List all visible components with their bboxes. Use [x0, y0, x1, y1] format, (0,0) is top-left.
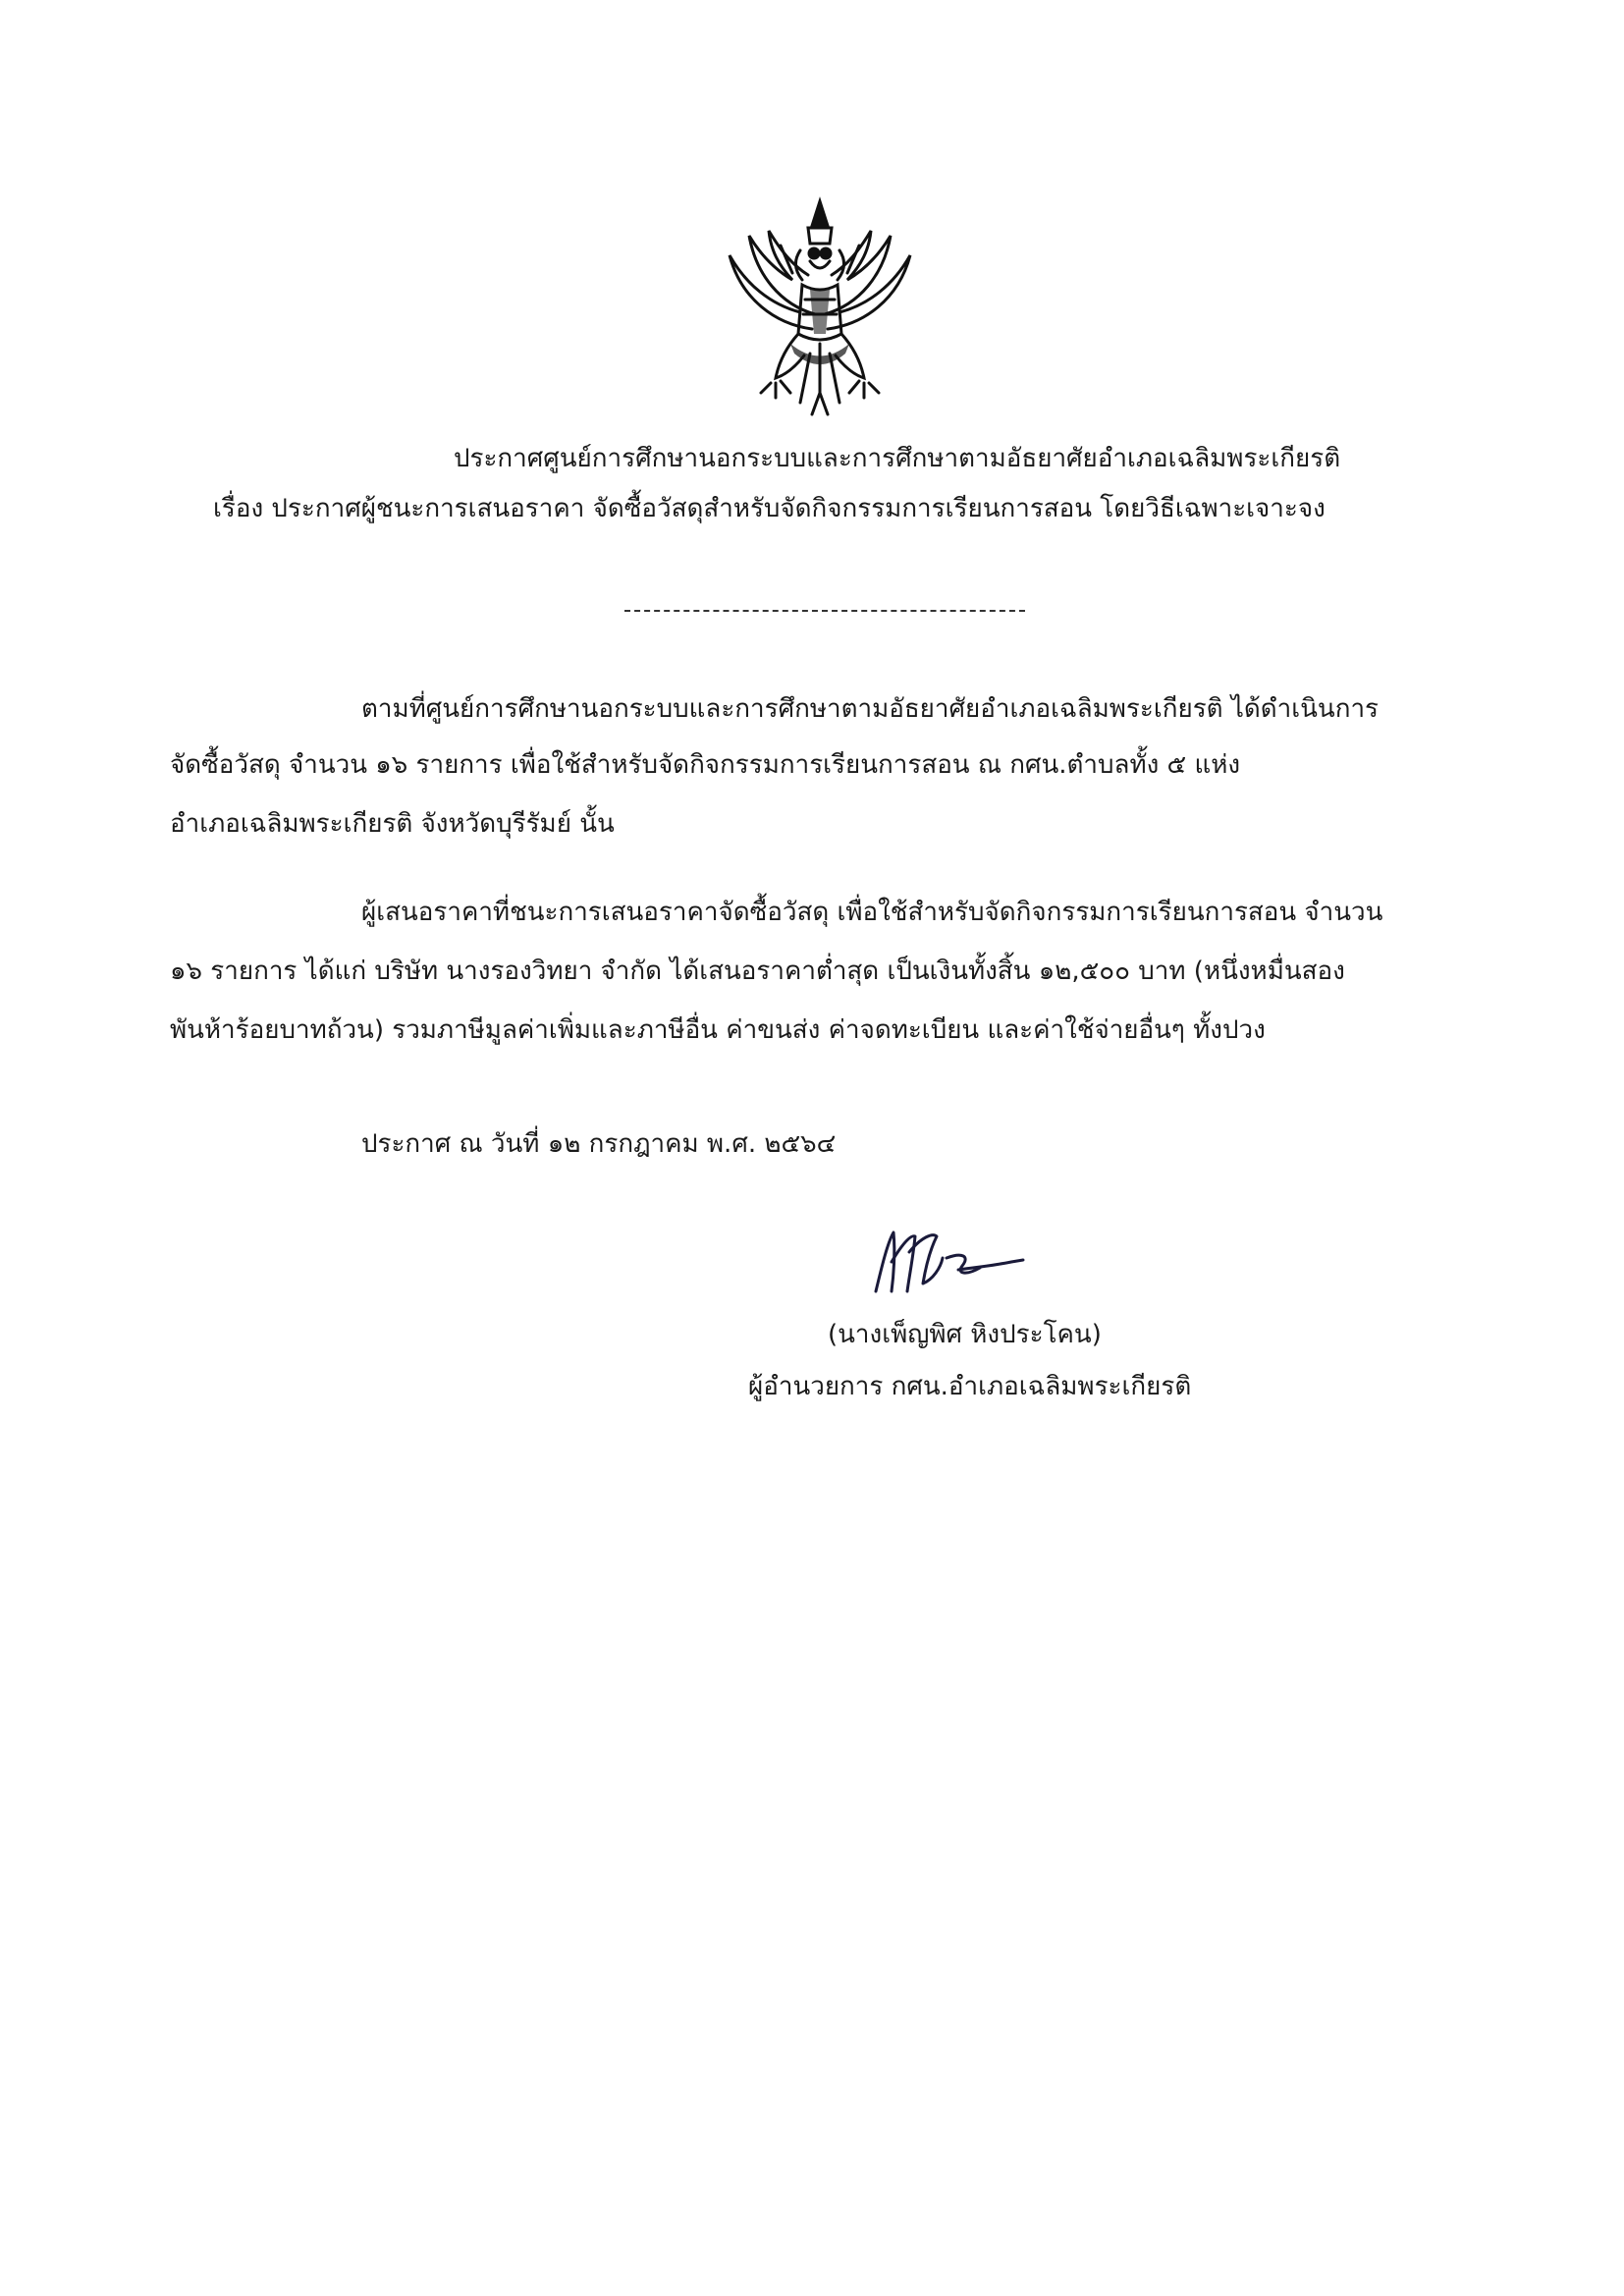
- signer-position: ผู้อำนวยการ กศน.อำเภอเฉลิมพระเกียรติ: [748, 1372, 1192, 1401]
- paragraph-1-line-1: ตามที่ศูนย์การศึกษานอกระบบและการศึกษาตามอัธยาศัยอำเภอเฉลิมพระเกียรติ ได้ดำเนินการ: [361, 694, 1380, 724]
- announcement-title: ประกาศศูนย์การศึกษานอกระบบและการศึกษาตามอัธยาศัยอำเภอเฉลิมพระเกียรติ: [454, 444, 1341, 473]
- paragraph-1-line-2: จัดซื้อวัสดุ จำนวน ๑๖ รายการ เพื่อใช้สำหรับจัดกิจกรรมการเรียนการสอน ณ กศน.ตำบลทั้ง ๕ แห่ง: [170, 750, 1241, 780]
- paragraph-2-line-1: ผู้เสนอราคาที่ชนะการเสนอราคาจัดซื้อวัสดุ เพื่อใช้สำหรับจัดกิจกรรมการเรียนการสอน จำนวน: [361, 898, 1383, 927]
- paragraph-2-line-2: ๑๖ รายการ ได้แก่ บริษัท นางรองวิทยา จำกัด ได้เสนอราคาต่ำสุด เป็นเงินทั้งสิ้น ๑๒,๕๐๐ บาท (หนึ่งหมื่นสอง: [170, 957, 1345, 986]
- announcement-date: ประกาศ ณ วันที่ ๑๒ กรกฎาคม พ.ศ. ๒๕๖๔: [361, 1129, 837, 1159]
- separator-line: [624, 610, 1025, 612]
- handwritten-signature-icon: [864, 1223, 1031, 1301]
- paragraph-2-line-3: พันห้าร้อยบาทถ้วน) รวมภาษีมูลค่าเพิ่มและภาษีอื่น ค่าขนส่ง ค่าจดทะเบียน และค่าใช้จ่ายอื่นๆ ทั้งปวง: [170, 1015, 1266, 1045]
- garuda-emblem-icon: [722, 196, 918, 417]
- announcement-subject: เรื่อง ประกาศผู้ชนะการเสนอราคา จัดซื้อวัสดุสำหรับจัดกิจกรรมการเรียนการสอน โดยวิธีเฉพาะเจาะจง: [213, 494, 1326, 523]
- signer-name: (นางเพ็ญพิศ หิงประโคน): [828, 1320, 1102, 1349]
- paragraph-1-line-3: อำเภอเฉลิมพระเกียรติ จังหวัดบุรีรัมย์ นั้น: [170, 809, 615, 839]
